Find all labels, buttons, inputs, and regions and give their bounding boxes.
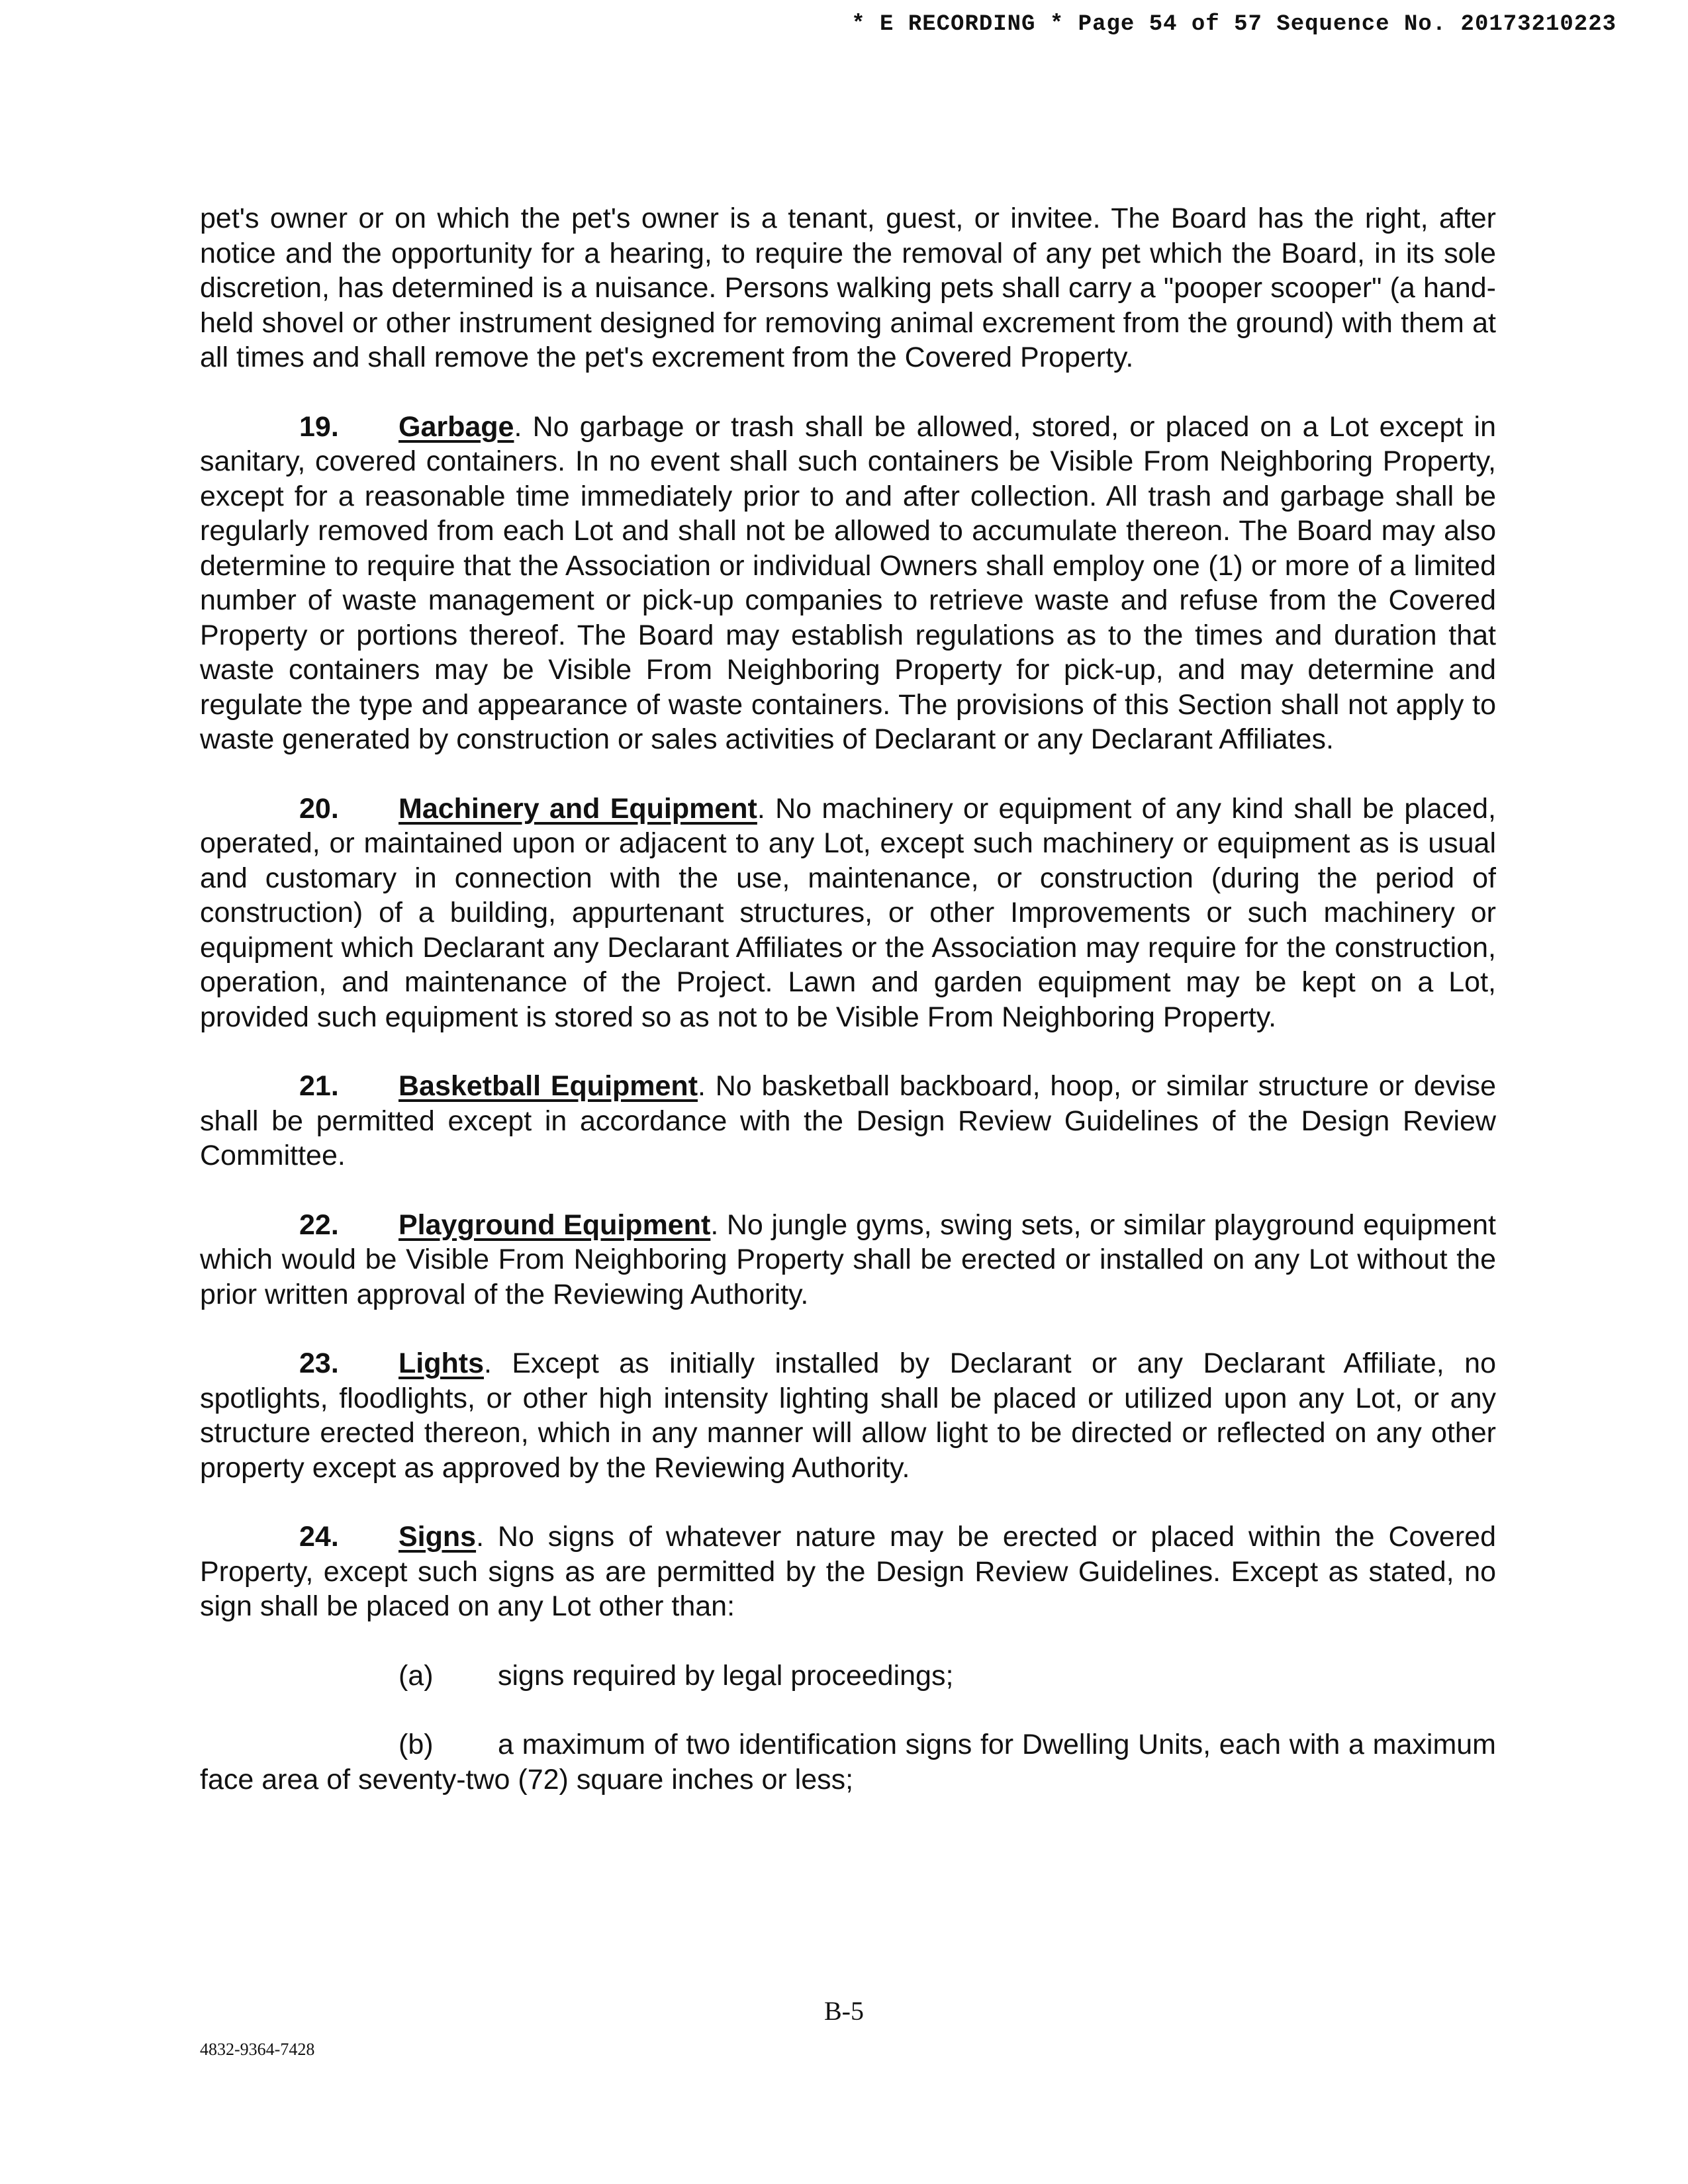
section-number: 19. xyxy=(299,410,339,443)
sub-item-b xyxy=(200,1727,1496,1797)
section-title: Signs xyxy=(399,1521,477,1553)
continuation-paragraph: pet's owner or on which the pet's owner is a tenant, guest, or invitee. The Board has the right, after notice and the opportunity for a hearing, to require the removal of any pet which the Board, in its sole discretion, has determined is a nuisance. Persons walking pets shall carry a "pooper scooper" (a hand-held shovel or other instrument designed for removing animal excrement from the ground) with them at all times and shall remove the pet's excrement from the Covered Property. xyxy=(200,203,1496,373)
section-text: . No basketball backboard, hoop, or similar structure or devise shall be permitted except in accordance with the Design Review Guidelines of the Design Review Committee. xyxy=(200,1070,1496,1171)
section-text: . No jungle gyms, swing sets, or similar playground equipment which would be Visible From Neighboring Property shall be erected or installed on any Lot without the prior written approval of the Reviewing Authority. xyxy=(200,1208,1496,1310)
section-number: 23. xyxy=(299,1347,339,1379)
document-id: 4832-9364-7428 xyxy=(200,2040,315,2059)
section-21-basketball xyxy=(200,1069,1496,1173)
section-number: 22. xyxy=(299,1208,339,1241)
recording-stamp: * E RECORDING * Page 54 of 57 Sequence No. 20173210223 xyxy=(851,12,1617,37)
section-title: Playground Equipment xyxy=(399,1208,711,1241)
section-title: Basketball Equipment xyxy=(399,1070,698,1102)
section-text: . No machinery or equipment of any kind shall be placed, operated, or maintained upon or adjacent to any Lot, except such machinery or equipment as is usual and customary in connection with the use, maintenance, or construction (during the period of construction) of a building, appurtenant structures, or other Improvements or such machinery or equipment which Declarant any Declarant Affiliates or the Association may require for the construction, operation, and maintenance of the Project. Lawn and garden equipment may be kept on a Lot, provided such equipment is stored so as not to be Visible From Neighboring Property. xyxy=(200,792,1496,1033)
section-19-garbage xyxy=(200,410,1496,757)
sub-item-text: a maximum of two identification signs for Dwelling Units, each with a maximum face area of seventy-two (72) square inches or less; xyxy=(200,1729,1496,1796)
section-23-lights xyxy=(200,1346,1496,1485)
section-text: . No garbage or trash shall be allowed, stored, or placed on a Lot except in sanitary, covered containers. In no event shall such containers be Visible From Neighboring Property, except for a reasonable time immediately prior to and after collection. All trash and garbage shall be regularly removed from each Lot and shall not be allowed to accumulate thereon. The Board may also determine to require that the Association or individual Owners shall employ one (1) or more of a limited number of waste management or pick-up companies to retrieve waste and refuse from the Covered Property or portions thereof. The Board may establish regulations as to the times and duration that waste containers may be Visible From Neighboring Property for pick-up, and may determine and regulate the type and appearance of waste containers. The provisions of this Section shall not apply to waste generated by construction or sales activities of Declarant or any Declarant Affiliates. xyxy=(200,410,1496,755)
sub-item-label: (b) xyxy=(399,1729,434,1760)
document-body xyxy=(200,201,1496,1831)
sub-item-label: (a) xyxy=(399,1659,434,1692)
section-20-machinery xyxy=(200,792,1496,1035)
section-text: . No signs of whatever nature may be erected or placed within the Covered Property, except such signs as are permitted by the Design Review Guidelines. Except as stated, no sign shall be placed on any Lot other than: xyxy=(200,1521,1496,1622)
sub-item-a xyxy=(200,1659,1496,1694)
section-number: 21. xyxy=(299,1070,339,1102)
section-number: 24. xyxy=(299,1521,339,1553)
section-number: 20. xyxy=(299,792,339,825)
section-text: . Except as initially installed by Declarant or any Declarant Affiliate, no spotlights, floodlights, or other high intensity lighting shall be placed or utilized upon any Lot, or any structure erected thereon, which in any manner will allow light to be directed or reflected on any other property except as approved by the Reviewing Authority. xyxy=(200,1347,1496,1484)
sub-item-text: signs required by legal proceedings; xyxy=(498,1659,954,1692)
section-title: Lights xyxy=(399,1347,484,1379)
section-22-playground xyxy=(200,1208,1496,1312)
section-title: Garbage xyxy=(399,410,514,443)
section-24-signs xyxy=(200,1520,1496,1624)
page-number: B-5 xyxy=(824,1996,864,2026)
section-title: Machinery and Equipment xyxy=(399,792,757,825)
